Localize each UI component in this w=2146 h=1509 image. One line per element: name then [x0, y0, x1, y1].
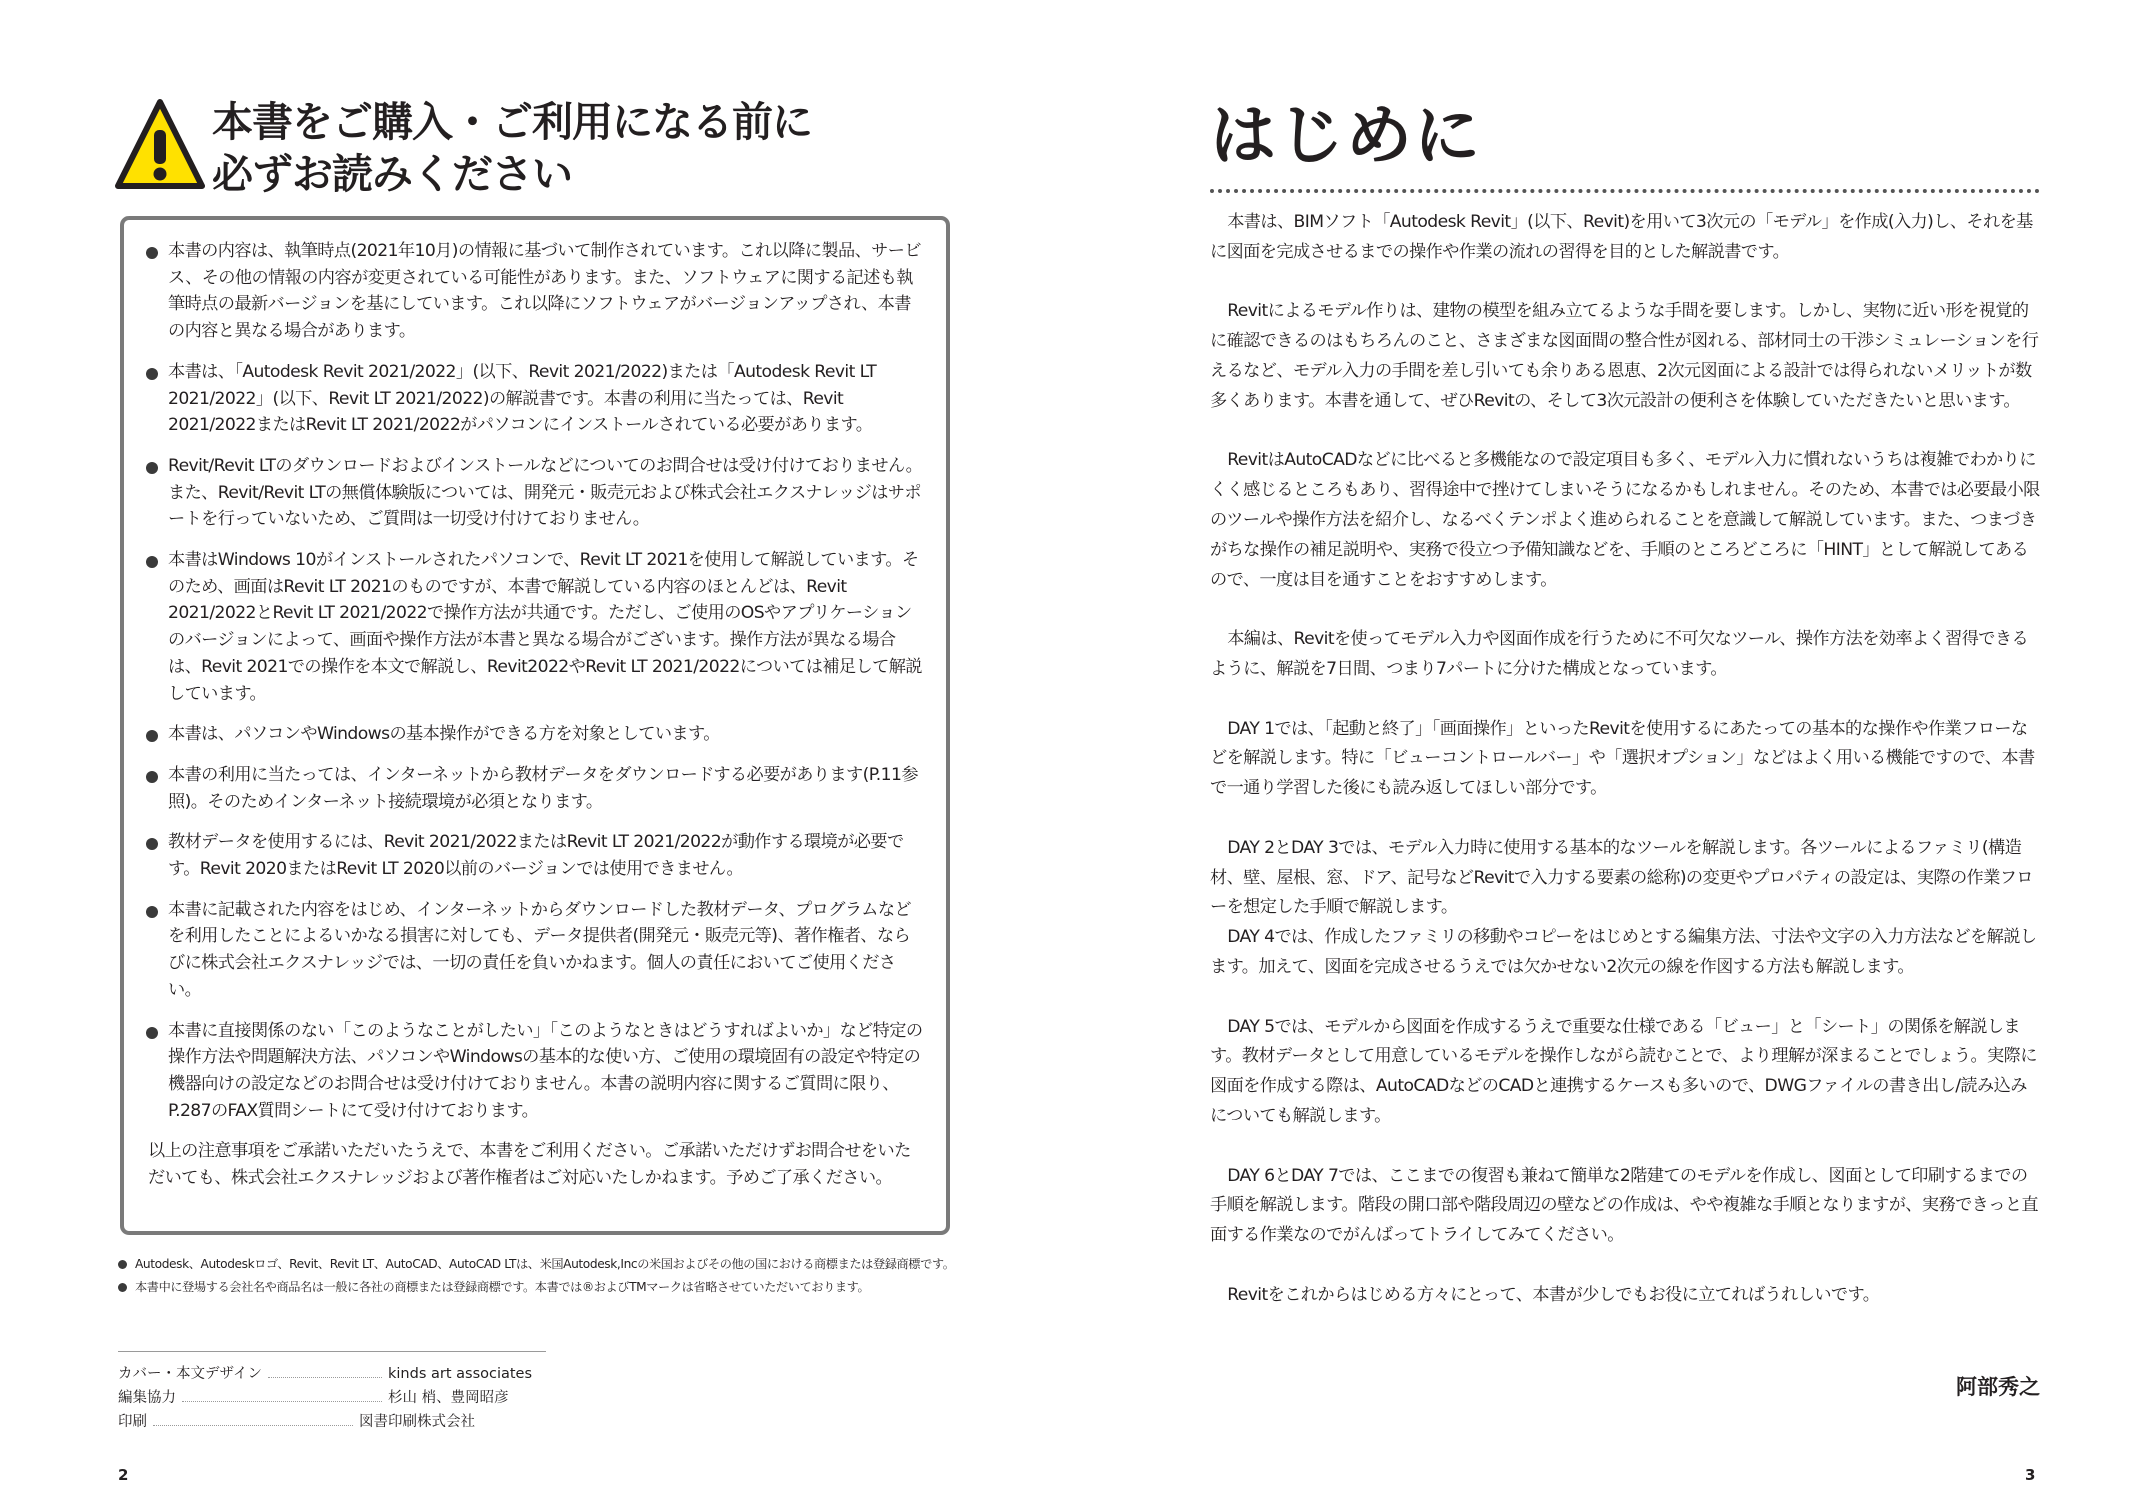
- intro-paragraph: DAY 5では、モデルから図面を作成するうえで重要な仕様である「ビュー」と「シート」の関係を解説します。教材データとして用意しているモデルを操作しながら読むことで、より理解が深まることでしょう。実際に図面を作成する際は、AutoCADなどのCADと連携するケースも多いので、DWGファイルの書き出し/読み込みについても解説します。: [1210, 1016, 2037, 1126]
- credit-label: カバー・本文デザイン: [118, 1366, 262, 1382]
- notice-text: 本書は、「Autodesk Revit 2021/2022」(以下、Revit 2021/2022)または「Autodesk Revit LT 2021/2022」(以下、Revit LT 2021/2022)の解説書です。本書の利用に当たっては、Revit 2021/2022またはRevit LT 2021/2022がパソコンにインストールされている必要があります。: [168, 361, 877, 436]
- credits: [118, 1362, 618, 1434]
- intro-paragraph: DAY 2とDAY 3では、モデル入力時に使用する基本的なツールを解説します。各ツールによるファミリ(構造材、壁、屋根、窓、ドア、記号などRevitで入力する要素の総称)の変更やプロパティの設定は、実際の作業フローを想定した手順で解説します。: [1210, 837, 2033, 918]
- credit-leader-dots: [268, 1377, 382, 1378]
- notice-text: 本書は、パソコンやWindowsの基本操作ができる方を対象としています。: [168, 724, 720, 745]
- credits-divider: [118, 1351, 546, 1352]
- bullet-icon: [118, 1283, 127, 1292]
- intro-paragraph: DAY 1では、「起動と終了」「画面操作」といったRevitを使用するにあたっての基本的な操作や作業フローなどを解説します。特に「ビューコントロールバー」や「選択オプション」などはよく用いる機能ですので、本書で一通り学習した後にも読み返してほしい部分です。: [1210, 718, 2035, 799]
- bullet-icon: [146, 247, 158, 259]
- credit-row: [118, 1410, 618, 1434]
- notice-heading: [212, 96, 972, 200]
- notice-item: [146, 1018, 926, 1125]
- intro-paragraph: Revitをこれからはじめる方々にとって、本書が少しでもお役に立てればうれしいです。: [1227, 1284, 1880, 1305]
- notice-closing: 以上の注意事項をご承諾いただいたうえで、本書をご利用ください。ご承諾いただけずお問合せをいただいても、株式会社エクスナレッジおよび著作権者はご対応いたしかねます。予めご了承ください。: [148, 1141, 911, 1189]
- bullet-icon: [146, 368, 158, 380]
- notice-item: [146, 453, 926, 533]
- bullet-icon: [118, 1260, 127, 1269]
- notice-text: 本書の利用に当たっては、インターネットから教材データをダウンロードする必要があります(P.11参照)。そのためインターネット接続環境が必須となります。: [168, 764, 918, 812]
- trademark-notes: [118, 1255, 958, 1301]
- trademark-text: Autodesk、Autodeskロゴ、Revit、Revit LT、AutoCAD、AutoCAD LTは、米国Autodesk,Incの米国およびその他の国における商標または登録商標です。: [135, 1257, 955, 1271]
- trademark-text: 本書中に登場する会社名や商品名は一般に各社の商標または登録商標です。本書では®およびTMマークは省略させていただいております。: [135, 1280, 870, 1294]
- page-number-left: 2: [118, 1466, 129, 1484]
- notice-text: Revit/Revit LTのダウンロードおよびインストールなどについてのお問合せは受け付けておりません。また、Revit/Revit LTの無償体験版については、開発元・販売元および株式会社エクスナレッジはサポートを行っていないため、ご質問は一切受け付けておりません。: [168, 455, 923, 530]
- credit-value: 杉山 梢、豊岡昭彦: [388, 1390, 509, 1406]
- notice-item: [146, 359, 926, 439]
- notice-heading-line1: 本書をご購入・ご利用になる前に: [212, 98, 812, 146]
- notice-text: 本書はWindows 10がインストールされたパソコンで、Revit LT 2021を使用して解説しています。そのため、画面はRevit LT 2021のものですが、本書で解説している内容のほとんどは、Revit 2021/2022とRevit LT 2021/2022で操作方法が共通です。ただし、ご使用のOSやアプリケーションのバージョンによって、画面や操作方法が本書と異なる場合がございます。操作方法が異なる場合は、Revit 2021での操作を本文で解説し、Revit2022やRevit LT 2021/2022については補足して解説しています。: [168, 550, 922, 704]
- bullet-icon: [146, 906, 158, 918]
- bullet-icon: [146, 1027, 158, 1039]
- credit-value: 図書印刷株式会社: [359, 1414, 475, 1430]
- bullet-icon: [146, 730, 158, 742]
- credit-label: 印刷: [118, 1414, 147, 1430]
- notice-item: [146, 762, 926, 815]
- bullet-icon: [146, 462, 158, 474]
- page-number-right: 3: [2025, 1466, 2036, 1484]
- intro-body: [1210, 208, 2040, 1340]
- intro-paragraph: 本編は、Revitを使ってモデル入力や図面作成を行うために不可欠なツール、操作方法を効率よく習得できるように、解説を7日間、つまり7パートに分けた構成となっています。: [1210, 629, 2029, 679]
- notice-item: [146, 829, 926, 882]
- notice-text: 本書に直接関係のない「このようなことがしたい」「このようなときはどうすればよいか」など特定の操作方法や問題解決方法、パソコンやWindowsの基本的な使い方、ご使用の環境固有の設定や特定の機器向けの設定などのお問合せは受け付けておりません。本書の説明内容に関するご質問に限り、P.287のFAX質問シートにて受け付けております。: [168, 1020, 923, 1121]
- notice-text: 本書に記載された内容をはじめ、インターネットからダウンロードした教材データ、プログラムなどを利用したことによるいかなる損害に対しても、データ提供者(開発元・販売元等)、著作権者、ならびに株式会社エクスナレッジでは、一切の責任を負いかねます。個人の責任においてご使用ください。: [168, 899, 912, 1000]
- intro-paragraph: DAY 4では、作成したファミリの移動やコピーをはじめとする編集方法、寸法や文字の入力方法などを解説します。加えて、図面を完成させるうえでは欠かせない2次元の線を作図する方法も解説します。: [1210, 927, 2037, 977]
- intro-paragraph: RevitはAutoCADなどに比べると多機能なので設定項目も多く、モデル入力に慣れないうちは複雑でわかりにくく感じるところもあり、習得途中で挫けてしまいそうになるかもしれません。そのため、本書では必要最小限のツールや操作方法を紹介し、なるべくテンポよく進められることを意識して解説しています。また、つまづきがちな操作の補足説明や、実務で役立つ予備知識などを、手順のところどころに「HINT」として解説してあるので、一度は目を通すことをおすすめします。: [1210, 450, 2040, 590]
- bullet-icon: [146, 771, 158, 783]
- notice-text: 本書の内容は、執筆時点(2021年10月)の情報に基づいて制作されています。これ以降に製品、サービス、その他の情報の内容が変更されている可能性があります。また、ソフトウェアに関する記述も執筆時点の最新バージョンを基にしています。これ以降にソフトウェアがバージョンアップされ、本書の内容と異なる場合があります。: [168, 241, 921, 342]
- notice-box: [120, 216, 950, 1235]
- trademark-item: [118, 1278, 958, 1297]
- trademark-item: [118, 1255, 958, 1274]
- notice-text: 教材データを使用するには、Revit 2021/2022またはRevit LT 2021/2022が動作する環境が必要です。Revit 2020またはRevit LT 2020以前のバージョンでは使用できません。: [168, 832, 904, 880]
- page-title: はじめに: [1210, 97, 1482, 174]
- notice-item: [146, 721, 926, 748]
- bullet-icon: [146, 838, 158, 850]
- author-name: 阿部秀之: [1956, 1375, 2040, 1399]
- credit-row: [118, 1362, 618, 1386]
- credit-leader-dots: [153, 1425, 353, 1426]
- notice-item: [146, 238, 926, 345]
- credit-label: 編集協力: [118, 1390, 176, 1406]
- notice-item: [146, 897, 926, 1004]
- intro-paragraph: 本書は、BIMソフト「Autodesk Revit」(以下、Revit)を用いて3次元の「モデル」を作成(入力)し、それを基に図面を完成させるまでの操作や作業の流れの習得を目的とした解説書です。: [1210, 212, 2033, 262]
- warning-triangle-icon: [115, 98, 205, 190]
- bullet-icon: [146, 556, 158, 568]
- notice-item: [146, 547, 926, 707]
- intro-paragraph: DAY 6とDAY 7では、ここまでの復習も兼ねて簡単な2階建てのモデルを作成し、図面として印刷するまでの手順を解説します。階段の開口部や階段周辺の壁などの作成は、やや複雑な手順となりますが、実務できっと直面する作業なのでがんばってトライしてみてください。: [1210, 1165, 2039, 1246]
- intro-paragraph: Revitによるモデル作りは、建物の模型を組み立てるような手間を要します。しかし、実物に近い形を視覚的に確認できるのはもちろんのこと、さまざまな図面間の整合性が図れる、部材同士の干渉シミュレーションを行えるなど、モデル入力の手間を差し引いても余りある恩恵、2次元図面による設計では得られないメリットが数多くあります。本書を通して、ぜひRevitの、そして3次元設計の便利さを体験していただきたいと思います。: [1210, 301, 2039, 411]
- credit-row: [118, 1386, 618, 1410]
- credit-leader-dots: [182, 1401, 382, 1402]
- notice-heading-line2: 必ずお読みください: [212, 150, 572, 198]
- title-dotted-rule: [1210, 189, 2040, 193]
- credit-value: kinds art associates: [388, 1366, 533, 1382]
